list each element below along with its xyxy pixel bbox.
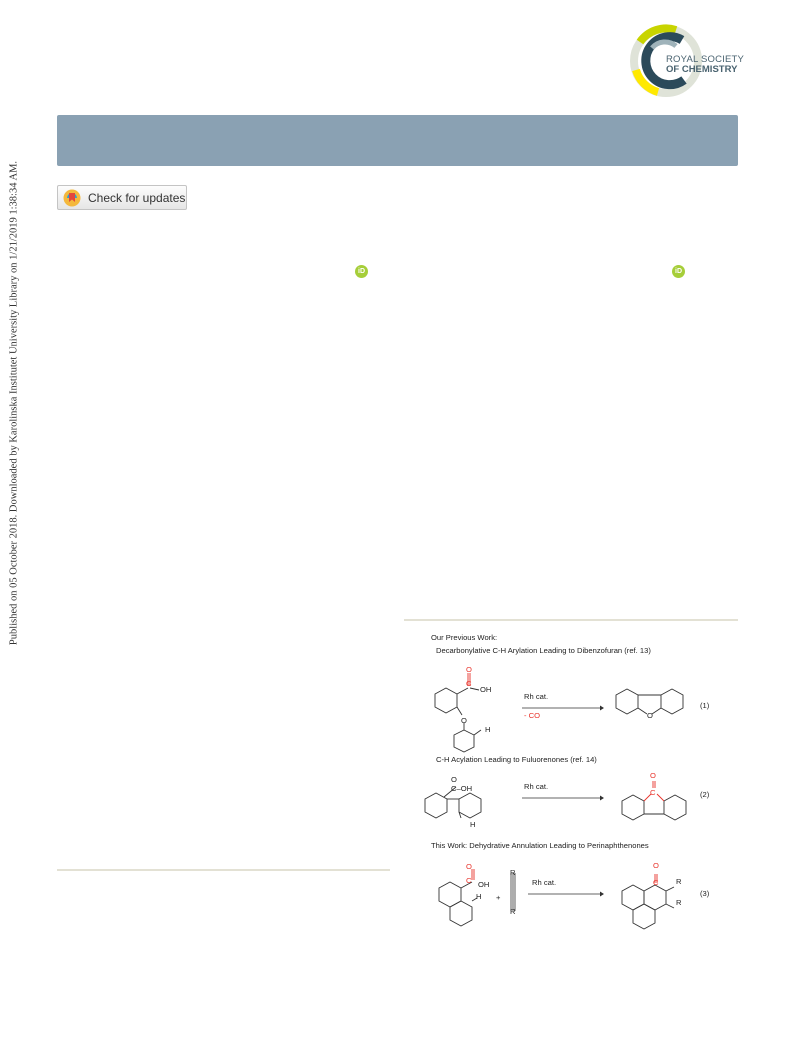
check-for-updates-label: Check for updates: [88, 191, 186, 205]
scheme-top-rule: [404, 619, 738, 621]
column-divider-rule: [57, 869, 390, 871]
equation-3-number: (3): [700, 889, 710, 898]
atom-h-label: H: [476, 892, 482, 901]
scheme-heading-previous: Our Previous Work:: [431, 633, 498, 642]
substituent-r-label: R: [510, 868, 516, 877]
plus-sign: +: [496, 893, 501, 902]
atom-oh-label: OH: [478, 880, 490, 889]
atom-c-label: C: [653, 878, 659, 887]
aryloxy-benzoic-acid-structure: [426, 663, 496, 751]
atom-c-label: C: [650, 788, 656, 797]
equation-2-title: C-H Acylation Leading to Fuluorenones (ref. 14): [436, 755, 597, 764]
reaction-arrow-3: [528, 891, 604, 897]
minus-co-label: - CO: [524, 711, 541, 720]
atom-oh-label: OH: [480, 685, 492, 694]
atom-h-label: H: [485, 725, 491, 734]
atom-h-label: H: [470, 820, 476, 829]
alkyne-structure: [510, 873, 516, 911]
atom-o-label: O: [650, 771, 656, 780]
substituent-r-label: R: [676, 898, 682, 907]
catalyst-label: Rh cat.: [524, 782, 549, 791]
substituent-r-label: R: [510, 907, 516, 916]
equation-2-number: (2): [700, 790, 710, 799]
perinaphthenone-structure: [622, 865, 682, 927]
reaction-scheme: [404, 625, 740, 925]
atom-o-label: O: [466, 665, 472, 674]
logo-text-line2: OF CHEMISTRY: [666, 64, 738, 75]
naphthoic-acid-structure: [432, 865, 492, 925]
atom-c-label: C: [466, 679, 472, 688]
fluorenone-structure: [622, 775, 686, 825]
catalyst-label: Rh cat.: [532, 878, 557, 887]
equation-1-title: Decarbonylative C-H Arylation Leading to Dibenzofuran (ref. 13): [436, 646, 651, 655]
atom-o-label: O: [647, 711, 653, 720]
atom-o-label: O: [466, 862, 472, 871]
logo-text-line1: ROYAL SOCIETY: [666, 54, 745, 65]
catalyst-label: Rh cat.: [524, 692, 549, 701]
atom-o-label: O: [653, 861, 659, 870]
article-header-band: [57, 115, 738, 166]
download-side-note: Published on 05 October 2018. Downloaded by Karolinska Institutet University Library on 1/21/2019 1:38:34 AM.: [8, 160, 20, 645]
atom-o-label: O: [461, 716, 467, 725]
substituent-r-label: R: [676, 877, 682, 886]
atom-o-label: O: [451, 775, 457, 784]
check-updates-bookmark-icon: [63, 189, 81, 207]
equation-3-title: This Work: Dehydrative Annulation Leading to Perinaphthenones: [431, 841, 649, 850]
check-for-updates-button[interactable]: [57, 185, 187, 210]
atom-c-label: C: [466, 876, 472, 885]
orcid-icon[interactable]: iD: [672, 265, 685, 278]
equation-1-number: (1): [700, 701, 710, 710]
c-oh-label: C–OH: [451, 784, 473, 793]
reaction-arrow-2: [522, 795, 604, 801]
orcid-icon[interactable]: iD: [355, 265, 368, 278]
